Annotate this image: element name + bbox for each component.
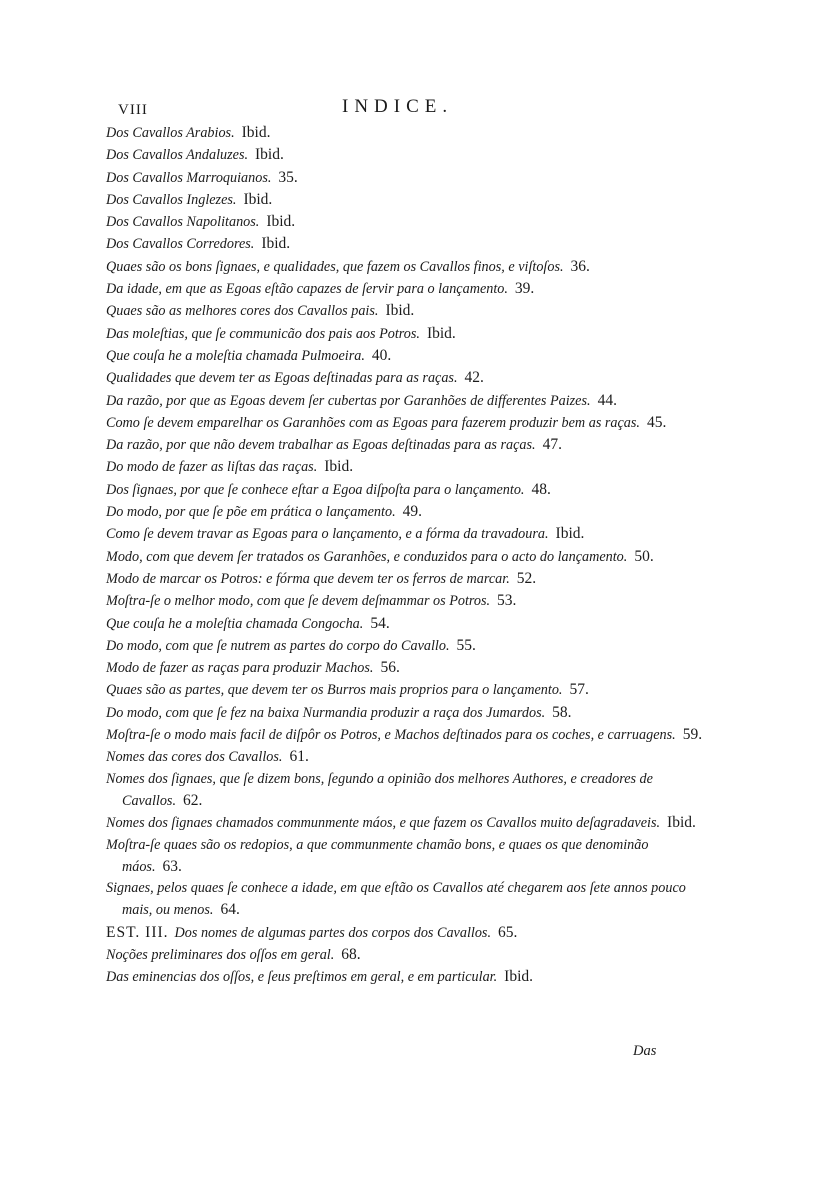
index-entry	[106, 479, 706, 501]
index-entries	[106, 122, 706, 989]
entry-page-ref: Ibid.	[255, 146, 284, 164]
index-entry	[106, 613, 706, 635]
entry-page-ref: 53.	[497, 592, 517, 610]
entry-page-ref: 64.	[220, 901, 240, 919]
index-entry	[106, 300, 706, 322]
entry-title: Quaes são as melhores cores dos Cavallos pais.	[106, 303, 379, 320]
entry-title: Dos Cavallos Arabios.	[106, 125, 235, 141]
entry-title: Como ſe devem emparelhar os Garanhões com as Egoas para fazerem produzir bem as raças.	[106, 414, 640, 431]
entry-title: Do modo, por que ſe põe em prática o lançamento.	[106, 504, 396, 521]
index-entry	[106, 702, 706, 724]
entry-title: Dos Cavallos Marroquianos.	[106, 169, 272, 186]
entry-title: Moſtra-ſe o melhor modo, com que ſe devem deſmammar os Potros.	[106, 593, 491, 610]
entry-page-ref: Ibid.	[243, 190, 273, 208]
index-entry	[106, 769, 706, 813]
index-entry	[106, 922, 706, 944]
entry-page-ref: 47.	[542, 436, 562, 454]
entry-title: Moſtra-ſe o modo mais facil de diſpôr os Potros, e Machos deſtinados para os coches, e carruagens.	[106, 727, 676, 744]
entry-page-ref: 50.	[634, 547, 654, 565]
entry-page-ref: 45.	[646, 413, 667, 431]
index-entry	[106, 878, 706, 922]
entry-title: Qualidades que devem ter as Egoas deſtinadas para as raças.	[106, 370, 458, 387]
entry-title: Que couſa he a moleſtia chamada Congocha.	[106, 615, 364, 632]
entry-title: Dos Cavallos Corredores.	[106, 236, 255, 253]
entry-title: Nomes das cores dos Cavallos.	[106, 749, 283, 766]
entry-title: Modo de fazer as raças para produzir Machos.	[106, 660, 374, 677]
entry-page-ref: 49.	[402, 503, 422, 521]
entry-title: Do modo de fazer as liſtas das raças.	[106, 459, 318, 476]
index-entry	[106, 434, 706, 456]
entry-page-ref: 56.	[380, 659, 400, 677]
index-entry	[106, 278, 706, 300]
entry-title: Do modo, com que ſe fez na baixa Nurmandia produzir a raça dos Jumardos.	[106, 704, 546, 721]
index-entry	[106, 189, 706, 211]
entry-title: Modo de marcar os Potros: e fórma que devem ter os ferros de marcar.	[106, 570, 510, 587]
entry-page-ref: Ibid.	[324, 458, 354, 476]
index-entry	[106, 412, 706, 434]
index-entry	[106, 835, 706, 879]
index-entry	[106, 523, 706, 545]
index-entry	[106, 635, 706, 657]
entry-page-ref: 42.	[464, 369, 484, 387]
index-entry	[106, 724, 706, 746]
entry-plate-label: EST. III.	[106, 923, 169, 941]
index-entry	[106, 167, 706, 189]
entry-page-ref: 35.	[278, 168, 298, 186]
catchword: Das	[633, 1043, 657, 1059]
index-entry	[106, 256, 706, 278]
entry-page-ref: 44.	[597, 391, 617, 409]
page-title: INDICE.	[342, 96, 454, 117]
entry-page-ref: 48.	[531, 480, 551, 498]
index-entry	[106, 657, 706, 679]
index-entry	[106, 367, 706, 389]
entry-title: Dos Cavallos Andaluzes.	[106, 147, 249, 164]
entry-page-ref: 59.	[682, 726, 703, 744]
entry-title: Dos nomes de algumas partes dos corpos dos Cavallos.	[174, 924, 491, 941]
index-entry	[106, 323, 706, 345]
entry-page-ref: Ibid.	[266, 213, 296, 231]
entry-page-ref: 63.	[162, 857, 182, 875]
entry-page-ref: 39.	[514, 280, 535, 298]
entry-page-ref: Ibid.	[385, 302, 415, 320]
entry-page-ref: Ibid.	[667, 814, 696, 832]
index-entry	[106, 966, 706, 988]
entry-title: Que couſa he a moleſtia chamada Pulmoeira.	[106, 347, 365, 364]
index-entry	[106, 812, 706, 834]
entry-page-ref: 57.	[569, 681, 589, 699]
index-entry	[106, 122, 706, 144]
entry-page-ref: 61.	[289, 748, 309, 766]
index-entry	[106, 746, 706, 768]
entry-title: Dos Cavallos Inglezes.	[106, 191, 237, 208]
entry-title: Nomes dos ſignaes chamados communmente máos, e que fazem os Cavallos muito deſagradaveis.	[106, 815, 661, 832]
entry-page-ref: Ibid.	[504, 968, 534, 986]
index-entry	[106, 233, 706, 255]
entry-page-ref: 68.	[341, 945, 361, 963]
entry-title: Noções preliminares dos oſſos em geral.	[106, 946, 335, 963]
page-number: VIII	[118, 102, 148, 118]
entry-title: Da idade, em que as Egoas eſtão capazes de ſervir para o lançamento.	[106, 281, 508, 298]
entry-page-ref: Ibid.	[261, 235, 291, 253]
entry-page-ref: Ibid.	[241, 124, 271, 141]
entry-page-ref: 58.	[552, 703, 572, 721]
index-entry	[106, 590, 706, 612]
index-entry	[106, 390, 706, 412]
entry-title: Dos ſignaes, por que ſe conhece eſtar a Egoa diſpoſta para o lançamento.	[106, 481, 525, 498]
index-entry	[106, 679, 706, 701]
entry-title: Quaes são as partes, que devem ter os Burros mais proprios para o lançamento.	[106, 682, 563, 699]
entry-page-ref: 36.	[570, 257, 590, 275]
entry-page-ref: 52.	[516, 569, 537, 587]
entry-page-ref: Ibid.	[426, 324, 456, 342]
entry-title: Modo, com que devem ſer tratados os Garanhões, e conduzidos para o acto do lançamento.	[106, 548, 628, 565]
entry-page-ref: 65.	[498, 923, 518, 941]
index-entry	[106, 345, 706, 367]
index-entry	[106, 211, 706, 233]
index-entry	[106, 456, 706, 478]
index-entry	[106, 501, 706, 523]
entry-page-ref: 55.	[456, 636, 476, 654]
entry-title: Das eminencias dos oſſos, e ſeus preſtimos em geral, e em particular.	[106, 969, 498, 986]
entry-title: Das moleſtias, que ſe communicão dos pais aos Potros.	[106, 325, 420, 342]
entry-title: Do modo, com que ſe nutrem as partes do corpo do Cavallo.	[106, 637, 450, 654]
entry-title: Como ſe devem travar as Egoas para o lançamento, e a fórma da travadoura.	[106, 526, 549, 543]
entry-title: Dos Cavallos Napolitanos.	[106, 214, 260, 231]
entry-title: Da razão, por que as Egoas devem ſer cubertas por Garanhões de differentes Paizes.	[106, 392, 591, 409]
entry-page-ref: 54.	[370, 614, 390, 632]
entry-page-ref: 40.	[371, 346, 392, 364]
entry-page-ref: Ibid.	[555, 525, 585, 543]
entry-title: Signaes, pelos quaes ſe conhece a idade, em que eſtão os Cavallos até chegarem aos ſete annos pouco mais, ou menos.	[106, 880, 686, 919]
index-entry	[106, 944, 706, 966]
entry-title: Quaes são os bons ſignaes, e qualidades, que fazem os Cavallos finos, e viſtoſos.	[106, 258, 564, 275]
entry-title: Da razão, por que não devem trabalhar as Egoas deſtinadas para as raças.	[106, 437, 536, 454]
entry-page-ref: 62.	[183, 791, 203, 809]
index-entry	[106, 546, 706, 568]
index-entry	[106, 144, 706, 166]
index-entry	[106, 568, 706, 590]
entry-title: Nomes dos ſignaes, que ſe dizem bons, ſegundo a opinião dos melhores Authores, e creadores de Cavallos.	[106, 770, 653, 809]
entry-title: Moſtra-ſe quaes são os redopios, a que communmente chamão bons, e quaes os que denominão máos.	[106, 836, 649, 875]
